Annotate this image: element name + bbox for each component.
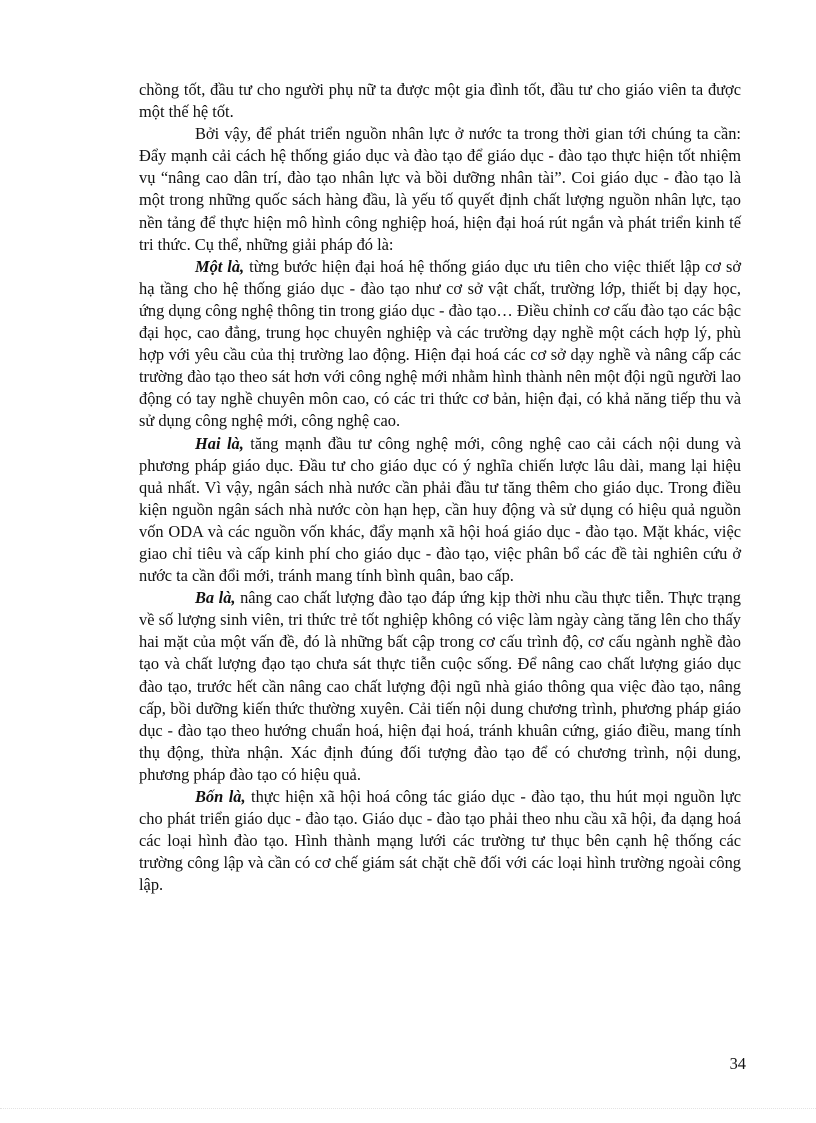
paragraph-text: nâng cao chất lượng đào tạo đáp ứng kịp thời nhu cầu thực tiễn. Thực trạng về số lượng sinh viên, tri thức trẻ tốt nghiệp không có việc làm ngày càng tăng lên cho thấy hai mặt của một vấn đề, đó là những bất cập trong cơ cấu trình độ, cơ cấu ngành nghề đào tạo và chất lượng đạo tạo chưa sát thực tiễn cuộc sống. Để nâng cao chất lượng giáo dục đào tạo, trước hết cần nâng cao chất lượng đội ngũ nhà giáo thông qua việc đào tạo, nâng cấp, bồi dưỡng kiến thức thường xuyên. Cải tiến nội dung chương trình, phương pháp giáo dục - đào tạo theo hướng chuẩn hoá, hiện đại hoá, tránh khuân cứng, giáo điều, mang tính thụ động, thừa nhận. Xác định đúng đối tượng đào tạo để có chương trình, nội dung, phương pháp đào tạo có hiệu quả. xyxy=(139,588,741,784)
paragraph-text: tăng mạnh đầu tư công nghệ mới, công nghệ cao cải cách nội dung và phương pháp giáo dục. Đầu tư cho giáo dục có ý nghĩa chiến lược lâu dài, mang lại hiệu quả nhất. Vì vậy, ngân sách nhà nước cần phải đầu tư tăng thêm cho giáo dục. Trong điều kiện nguồn ngân sách nhà nước còn hạn hẹp, cần huy động và sử dụng có hiệu quả nguồn vốn ODA và các nguồn vốn khác, đẩy mạnh xã hội hoá giáo dục - đào tạo. Mặt khác, việc giao chỉ tiêu và cấp kinh phí cho giáo dục - đào tạo, việc phân bổ các đề tài nghiên cứu ở nước ta cần đổi mới, tránh mang tính bình quân, bao cấp. xyxy=(139,433,741,586)
paragraph-solution-one xyxy=(139,256,741,433)
paragraph-text: Bởi vậy, để phát triển nguồn nhân lực ở nước ta trong thời gian tới chúng ta cần: Đẩy mạnh cải cách hệ thống giáo dục và đào tạo để giáo dục - đào tạo thực hiện tốt nhiệm vụ “nâng cao dân trí, đào tạo nhân lực và bồi dưỡng nhân tài”. Coi giáo dục - đào tạo là một trong những quốc sách hàng đầu, là yếu tố quyết định chất lượng nguồn nhân lực, tạo nền tảng để thực hiện mô hình công nghiệp hoá, hiện đại hoá rút ngắn và phát triển kinh tế tri thức. Cụ thể, những giải pháp đó là: xyxy=(139,124,741,254)
paragraph-solution-four xyxy=(139,786,741,896)
paragraph-lead: Ba là, xyxy=(195,588,236,608)
paragraph-text: từng bước hiện đại hoá hệ thống giáo dục ưu tiên cho việc thiết lập cơ sở hạ tầng cho hệ thống giáo dục - đào tạo như cơ sở vật chất, trường lớp, thiết bị dạy học, ứng dụng công nghệ thông tin trong giáo dục - đào tạo… Điều chỉnh cơ cấu đào tạo các bậc đại học, cao đẳng, trung học chuyên nghiệp và các trường dạy nghề một cách hợp lý, phù hợp với yêu cầu của thị trường lao động. Hiện đại hoá các cơ sở dạy nghề và nâng cấp các trường đào tạo theo sát hơn với công nghệ mới nhằm hình thành nên một đội ngũ người lao động có tay nghề chuyên môn cao, có các tri thức cơ bản, hiện đại, có khả năng tiếp thu và sử dụng công nghệ mới, công nghệ cao. xyxy=(139,256,741,431)
page-bottom-divider xyxy=(0,1108,816,1109)
paragraph-lead: Hai là, xyxy=(195,433,244,453)
paragraph-lead: Bốn là, xyxy=(195,787,246,806)
page-number: 34 xyxy=(729,1054,746,1073)
paragraph-continuation xyxy=(139,79,741,123)
paragraph-text: thực hiện xã hội hoá công tác giáo dục - đào tạo, thu hút mọi nguồn lực cho phát triển giáo dục - đào tạo. Giáo dục - đào tạo phải theo nhu cầu xã hội, đa dạng hoá các loại hình đào tạo. Hình thành mạng lưới các trường tư thục bên cạnh hệ thống các trường công lập và cần có cơ chế giám sát chặt chẽ đối với các loại hình trường ngoài công lập. xyxy=(139,787,741,895)
paragraph-intro xyxy=(139,123,741,256)
paragraph-lead: Một là, xyxy=(195,256,245,276)
paragraph-solution-three xyxy=(139,587,741,786)
document-body xyxy=(139,79,741,896)
paragraph-solution-two xyxy=(139,433,741,588)
paragraph-text: chồng tốt, đầu tư cho người phụ nữ ta được một gia đình tốt, đầu tư cho giáo viên ta được một thế hệ tốt. xyxy=(139,80,741,122)
